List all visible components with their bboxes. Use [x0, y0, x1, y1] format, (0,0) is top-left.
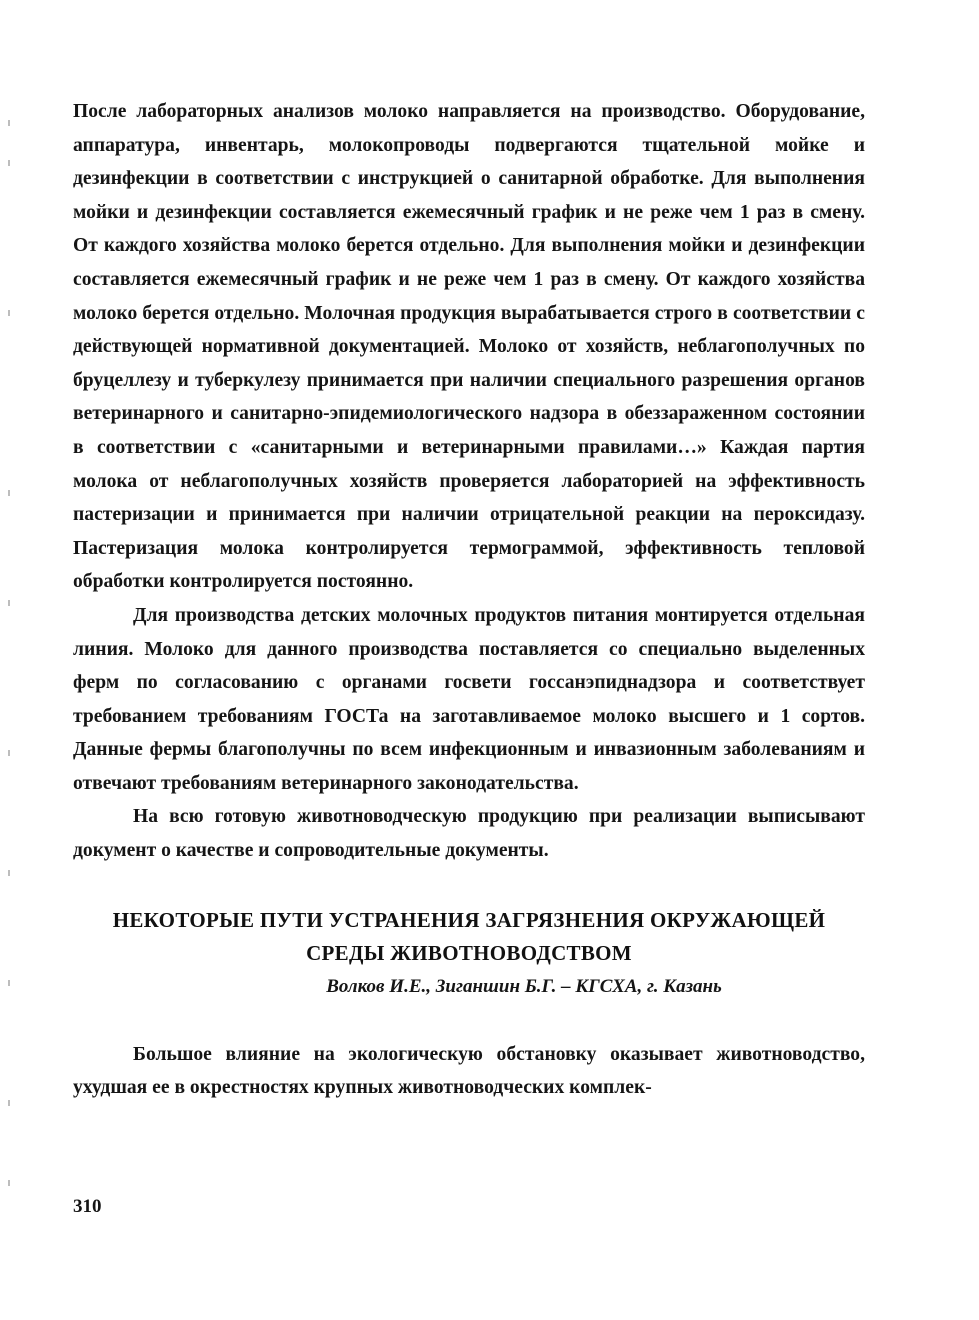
heading-line-1: НЕКОТОРЫЕ ПУТИ УСТРАНЕНИЯ ЗАГРЯЗНЕНИЯ ОКРУЖАЮЩЕЙ	[112, 907, 826, 932]
authors-line: Волков И.Е., Зиганшин Б.Г. – КГСХА, г. Казань	[326, 975, 722, 997]
document-page	[73, 95, 865, 1105]
paragraph-2: Для производства детских молочных продуктов питания монтируется отдельная линия. Молоко для данного производства поставляется со специально выделенных ферм по согласованию с органами госвети госсанэпиднадзора и соответствует требованием требованиям ГОСТа на заготавливаемое молоко высшего и 1 сортов. Данные фермы благополучны по всем инфекционным и инвазионным заболеваниям и отвечают требованиям ветеринарного законодательства.	[73, 604, 865, 794]
page-number: 310	[73, 1196, 102, 1217]
paragraph-3: На всю готовую животноводческую продукцию при реализации выписывают документ о качестве и сопроводительные документы.	[73, 806, 865, 862]
section-heading	[73, 904, 865, 970]
paragraph-1: После лабораторных анализов молоко направляется на производство. Оборудование, аппаратура, инвентарь, молокопроводы подвергаются тщательной мойке и дезинфекции в соответствии с инструкцией о санитарной обработке. Для выполнения мойки и дезинфекции составляется ежемесячный график и не реже чем 1 раз в смену. От каждого хозяйства молоко берется отдельно. Для выполнения мойки и дезинфекции составляется ежемесячный график и не реже чем 1 раз в смену. От каждого хозяйства молоко берется отдельно. Молочная продукция вырабатывается строго в соответствии с действующей нормативной документацией. Молоко от хозяйств, неблагополучных по бруцеллезу и туберкулезу принимается при наличии специального разрешения органов ветеринарного и санитарно-эпидемиологического надзора в обеззараженном состоянии в соответствии с «санитарными и ветеринарными правилами…» Каждая партия молока от неблагополучных хозяйств проверяется лабораторией на эффективность пастеризации и принимается при наличии отрицательной реакции на пероксидазу. Пастеризация молока контролируется термограммой, эффективность тепловой обработки контролируется постоянно.	[73, 101, 865, 593]
scan-margin-marks	[8, 120, 12, 1200]
heading-line-2: СРЕДЫ ЖИВОТНОВОДСТВОМ	[306, 940, 632, 965]
paragraph-4: Большое влияние на экологическую обстановку оказывает животноводство, ухудшая ее в окрестностях крупных животноводческих комплек-	[73, 1043, 865, 1099]
